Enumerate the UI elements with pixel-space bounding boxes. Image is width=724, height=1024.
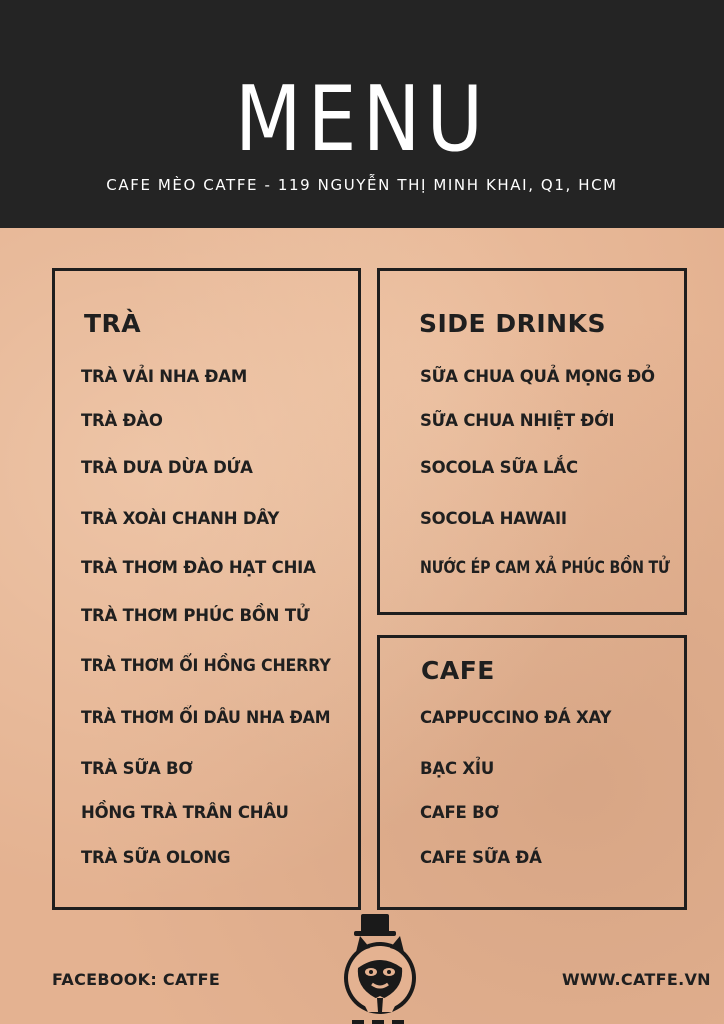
tra-section-title: TRÀ (84, 309, 142, 338)
menu-item: SỮA CHUA QUẢ MỌNG ĐỎ (420, 367, 655, 386)
menu-item: TRÀ SỮA OLONG (81, 848, 231, 867)
cafe-address: CAFE MÈO CATFE - 119 NGUYỄN THỊ MINH KHAI, Q1, HCM (106, 176, 618, 194)
menu-item: TRÀ XOÀI CHANH DÂY (81, 509, 280, 528)
cat-with-top-hat-icon (336, 912, 426, 1024)
page-title: MENU (234, 67, 490, 172)
facebook-link[interactable]: FACEBOOK: CATFE (52, 970, 221, 989)
menu-item: TRÀ THƠM ỔI DÂU NHA ĐAM (81, 708, 331, 727)
menu-item: CAPPUCCINO ĐÁ XAY (420, 708, 612, 727)
menu-item: SỮA CHUA NHIỆT ĐỚI (420, 411, 615, 430)
menu-item: TRÀ THƠM ỔI HỒNG CHERRY (81, 656, 331, 675)
menu-item: TRÀ ĐÀO (81, 411, 163, 430)
cafe-section-title: CAFE (421, 656, 495, 685)
menu-item: CAFE SỮA ĐÁ (420, 848, 542, 867)
menu-item: TRÀ VẢI NHA ĐAM (81, 367, 248, 386)
menu-item: HỒNG TRÀ TRÂN CHÂU (81, 803, 289, 822)
side-drinks-section-title: SIDE DRINKS (419, 309, 606, 338)
menu-item: SOCOLA SỮA LẮC (420, 458, 578, 477)
website-link[interactable]: WWW.CATFE.VN (562, 970, 711, 989)
menu-item: SOCOLA HAWAII (420, 509, 567, 528)
header-banner (0, 0, 724, 228)
menu-item: CAFE BƠ (420, 803, 499, 822)
menu-item: TRÀ THƠM ĐÀO HẠT CHIA (81, 558, 316, 577)
menu-item: TRÀ SỮA BƠ (81, 759, 193, 778)
menu-item: NƯỚC ÉP CAM XẢ PHÚC BỒN TỬ (420, 558, 670, 577)
menu-item: TRÀ THƠM PHÚC BỒN TỬ (81, 606, 310, 625)
menu-item: BẠC XỈU (420, 759, 495, 778)
menu-item: TRÀ DƯA DỪA DỨA (81, 458, 253, 477)
